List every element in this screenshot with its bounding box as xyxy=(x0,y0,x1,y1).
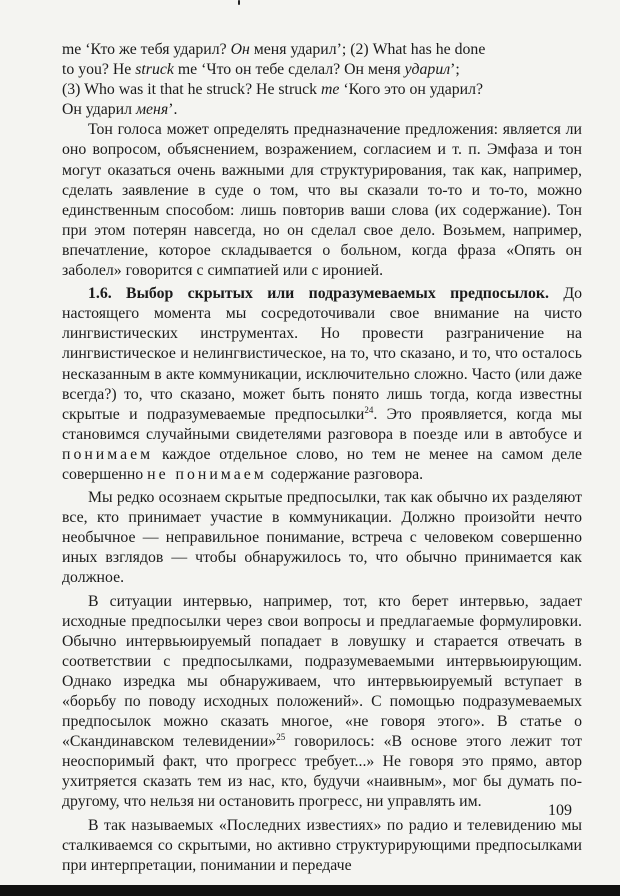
example-text: ’. xyxy=(168,101,178,119)
example-italic: me xyxy=(320,81,340,99)
interview-paragraph xyxy=(62,592,582,813)
example-text: to you? He xyxy=(62,61,136,79)
section-1-6-paragraph xyxy=(62,284,582,485)
example-line xyxy=(62,60,582,80)
hidden-premises-paragraph: Мы редко осознаем скрытые предпосылки, так как обычно их разделяют все, кто принимает участие в коммуникации. Должно произойти нечто необычное — неправильное понимание, встреча с человеком совершенно иных взглядов — чтобы обнаружилось то, что обычно принимается как должное. xyxy=(62,489,582,587)
section-text-3: каждое отдельное слово, но тем не менее на самом деле совершенно xyxy=(62,445,582,483)
interview-text-2: говорилось: «В основе этого лежит тот неоспоримый факт, что прогресс требует...» Не говоря это прямо, автор ухитряется сказать тем из нас, кто, будучи «наивным», мог бы думать по-другому, что нельзя ни остановить прогресс, ни управлять им. xyxy=(62,733,582,811)
news-paragraph: В так называемых «Последних известиях» по радио и телевидению мы сталкиваемся со скрытыми, но активно структурирующими предпосылками при интерпретации, понимании и передаче xyxy=(62,816,582,874)
example-text: (3) Who was it that he struck? He struck xyxy=(62,81,321,99)
scan-mark xyxy=(0,885,620,896)
footnote-ref-25: 25 xyxy=(276,732,286,743)
section-text-2: . Это проявляется, когда мы становимся случайными свидетелями разговора в поезде или в автобусе и xyxy=(62,405,582,443)
interview-text-1: В ситуации интервью, например, тот, кто берет интервью, задает исходные предпосылки через свои вопросы и предлагаемые формулировки. Обычно интервьюируемый попадает в ловушку и старается отвечать в соответствии с предпосылками, подразумеваемыми интервьюирующим. Однако изредка мы обнаруживаем, что интервьюируемый вступает в «борьбу по поводу исходных положений». С помощью подразумеваемых предпосылок можно сказать многое, «не говоря этого». В статье о «Скандинавском телевидении» xyxy=(62,592,582,751)
tone-paragraph: Тон голоса может определять предназначение предложения: является ли оно вопросом, объяснением, возражением, согласием и т. п. Эмфаза и тон могут оказаться очень важными для структурирования, так как, например, сделать заявление в суде о том, что вы сказали то-то и то-то, можно единственным способом: лишь повторив ваши слова (их содержание). Тон при этом потерян навсегда, но он сделал свое дело. Возьмем, например, впечатление, которое складывается о больном, когда фраза «Опять он заболел» говорится с симпатией или с иронией. xyxy=(62,121,582,280)
example-italic: struck xyxy=(135,61,174,79)
scan-mark xyxy=(238,0,240,5)
example-text: Он ударил xyxy=(62,101,136,119)
example-text: me ‘Что он тебе сделал? Он меня xyxy=(173,61,405,79)
spaced-word-understand: понимаем xyxy=(62,445,154,463)
example-italic: меня xyxy=(135,101,169,119)
examples-paragraph xyxy=(62,40,582,120)
example-text: me ‘Кто же тебя ударил? xyxy=(62,41,231,58)
spaced-word-not-understand: не понимаем xyxy=(147,465,267,483)
example-italic: ударил xyxy=(404,61,451,79)
page-number: 109 xyxy=(548,802,572,819)
section-text-4: содержание разговора. xyxy=(266,465,424,483)
example-italic: Он xyxy=(230,41,250,58)
footnote-ref-24: 24 xyxy=(364,404,374,415)
example-text: меня ударил’; (2) What has he done xyxy=(249,41,486,58)
examples-lines xyxy=(62,40,582,120)
example-line xyxy=(62,40,582,60)
example-text: ‘Кого это он ударил? xyxy=(339,81,484,99)
example-line xyxy=(62,80,582,100)
section-heading: 1.6. Выбор скрытых или подразумеваемых предпосылок. xyxy=(88,285,549,303)
example-text: ’; xyxy=(450,61,460,79)
text-column xyxy=(62,40,582,876)
section-text-1: До настоящего момента мы сосредоточивали свое внимание на чисто лингвистических инструментах. Но провести разграничение на лингвистическое и нелингвистическое, на то, что сказано, и то, что осталось несказанным в акте коммуникации, исключительно сложно. Часто (или даже всегда?) то, что сказано, может быть понято лишь тогда, когда известны скрытые и подразумеваемые предпосылки xyxy=(62,285,582,423)
example-line xyxy=(62,100,582,120)
